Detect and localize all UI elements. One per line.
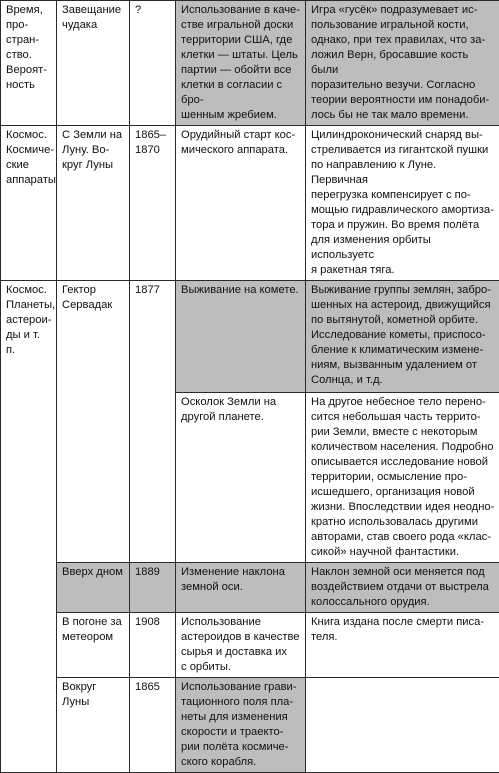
cell-book-around-moon (57, 678, 130, 773)
note-goose-game-text: Игра «гусёк» подразумевает ис- пользование игральной кости, однако, при тех правилах, что за- ложил Верн, бросавшие кость были поразительно везучи. Согласно теории вероятности им понадоби- лось бы не так мало времени. (311, 3, 495, 123)
table-row-upside-down (1, 563, 499, 613)
cell-year-1865 (130, 678, 176, 773)
cell-year-1889 (130, 563, 176, 613)
table-row-probability (1, 1, 499, 126)
idea-game-board-text: Использование в каче- стве игральной доски территории США, где клетки — штаты. Цель партии — обойти все клетки в согласии с бро- шенным жребием. (181, 3, 301, 123)
book-around-moon-text: Вокруг Луны (62, 680, 125, 710)
idea-gravity-assist-text: Использование грави- тационного поля пла- неты для изменения скорости и траекто- рии полёта космиче- ского корабля. (181, 680, 301, 770)
note-posthumous-text: Книга издана после смерти писа- теля. (311, 615, 495, 645)
book-will-text: Завещание чудака (62, 3, 125, 33)
cell-idea-asteroid-mining (176, 613, 306, 678)
cell-idea-gun-launch (176, 126, 306, 281)
idea-asteroid-mining-text: Использование астероидов в качестве сырья и доставка их с орбиты. (181, 615, 301, 675)
year-1877-text: 1877 (135, 283, 171, 298)
idea-comet-survival-text: Выживание на комете. (181, 283, 301, 298)
year-1865-text: 1865 (135, 680, 171, 695)
table-row-meteor-chase (1, 613, 499, 678)
cell-category-planets (1, 281, 57, 773)
category-probability-text: Время, про- стран- ство. Вероят- ность (6, 3, 52, 93)
cell-idea-axis-tilt (176, 563, 306, 613)
year-1865-1870-text: 1865– 1870 (135, 128, 171, 158)
category-planets-text: Космос. Планеты, астерои- ды и т. п. (6, 283, 52, 358)
idea-gun-launch-text: Орудийный старт кос- мического аппарата. (181, 128, 301, 158)
cell-idea-comet-survival (176, 281, 306, 393)
cell-note-comet-survival (306, 281, 499, 393)
cell-note-axis-tilt (306, 563, 499, 613)
year-1889-text: 1889 (135, 565, 171, 580)
cell-note-goose-game (306, 1, 499, 126)
year-unknown-text: ? (135, 3, 171, 18)
cell-idea-earth-fragment (176, 393, 306, 563)
idea-axis-tilt-text: Изменение наклона земной оси. (181, 565, 301, 595)
cell-idea-gravity-assist (176, 678, 306, 773)
cell-note-posthumous (306, 613, 499, 678)
book-earth-to-moon-text: С Земли на Луну. Во- круг Луны (62, 128, 125, 173)
cell-year-unknown (130, 1, 176, 126)
cell-note-projectile (306, 126, 499, 281)
note-comet-survival-text: Выживание группы землян, забро- шенных на астероид, движущийся по вытянутой, кометной орбите. Исследование кометы, приспосо- бление к климатическим измене- ниям, вызванным удалением от Солнца, и т.д. (311, 283, 495, 388)
cell-book-will (57, 1, 130, 126)
cell-year-1908 (130, 613, 176, 678)
cell-book-meteor-chase (57, 613, 130, 678)
cell-note-empty (306, 678, 499, 773)
cell-year-1865-1870 (130, 126, 176, 281)
table-row-around-moon (1, 678, 499, 773)
table-row-servadac-comet (1, 281, 499, 393)
note-earth-fragment-text: На другое небесное тело перено- сится небольшая часть террито- рии Земли, вместе с некоторым количеством населения. Подробно описывается исследование новой территории, осмысление про- исшедшего, организация новой жизни. Впоследствии идея неодно- кратно использовалась другими авторами, став своего рода «клас- сикой» научной фантастики. (311, 395, 495, 560)
cell-book-servadac (57, 281, 130, 563)
idea-earth-fragment-text: Осколок Земли на другой планете. (181, 395, 301, 425)
cell-idea-game-board (176, 1, 306, 126)
table-row-space-apparatus (1, 126, 499, 281)
note-axis-tilt-text: Наклон земной оси меняется под воздействием отдачи от выстрела колоссального орудия. (311, 565, 495, 610)
cell-category-probability (1, 1, 57, 126)
cell-category-space (1, 126, 57, 281)
cell-note-earth-fragment (306, 393, 499, 563)
book-meteor-chase-text: В погоне за метеором (62, 615, 125, 645)
book-upside-down-text: Вверх дном (62, 565, 125, 580)
cell-book-earth-to-moon (57, 126, 130, 281)
book-servadac-text: Гектор Сервадак (62, 283, 125, 313)
cell-book-upside-down (57, 563, 130, 613)
cell-year-1877 (130, 281, 176, 563)
category-space-text: Космос. Космиче- ские аппараты (6, 128, 52, 188)
note-projectile-text: Цилиндроконический снаряд вы- стреливается из гигантской пушки по направлению к Луне. Первичная перегрузка компенсирует с по- мощью гидравлического амортиза- тора и пружин. Во время полёта для изменения орбиты используетс я ракетная тяга. (311, 128, 495, 278)
year-1908-text: 1908 (135, 615, 171, 630)
